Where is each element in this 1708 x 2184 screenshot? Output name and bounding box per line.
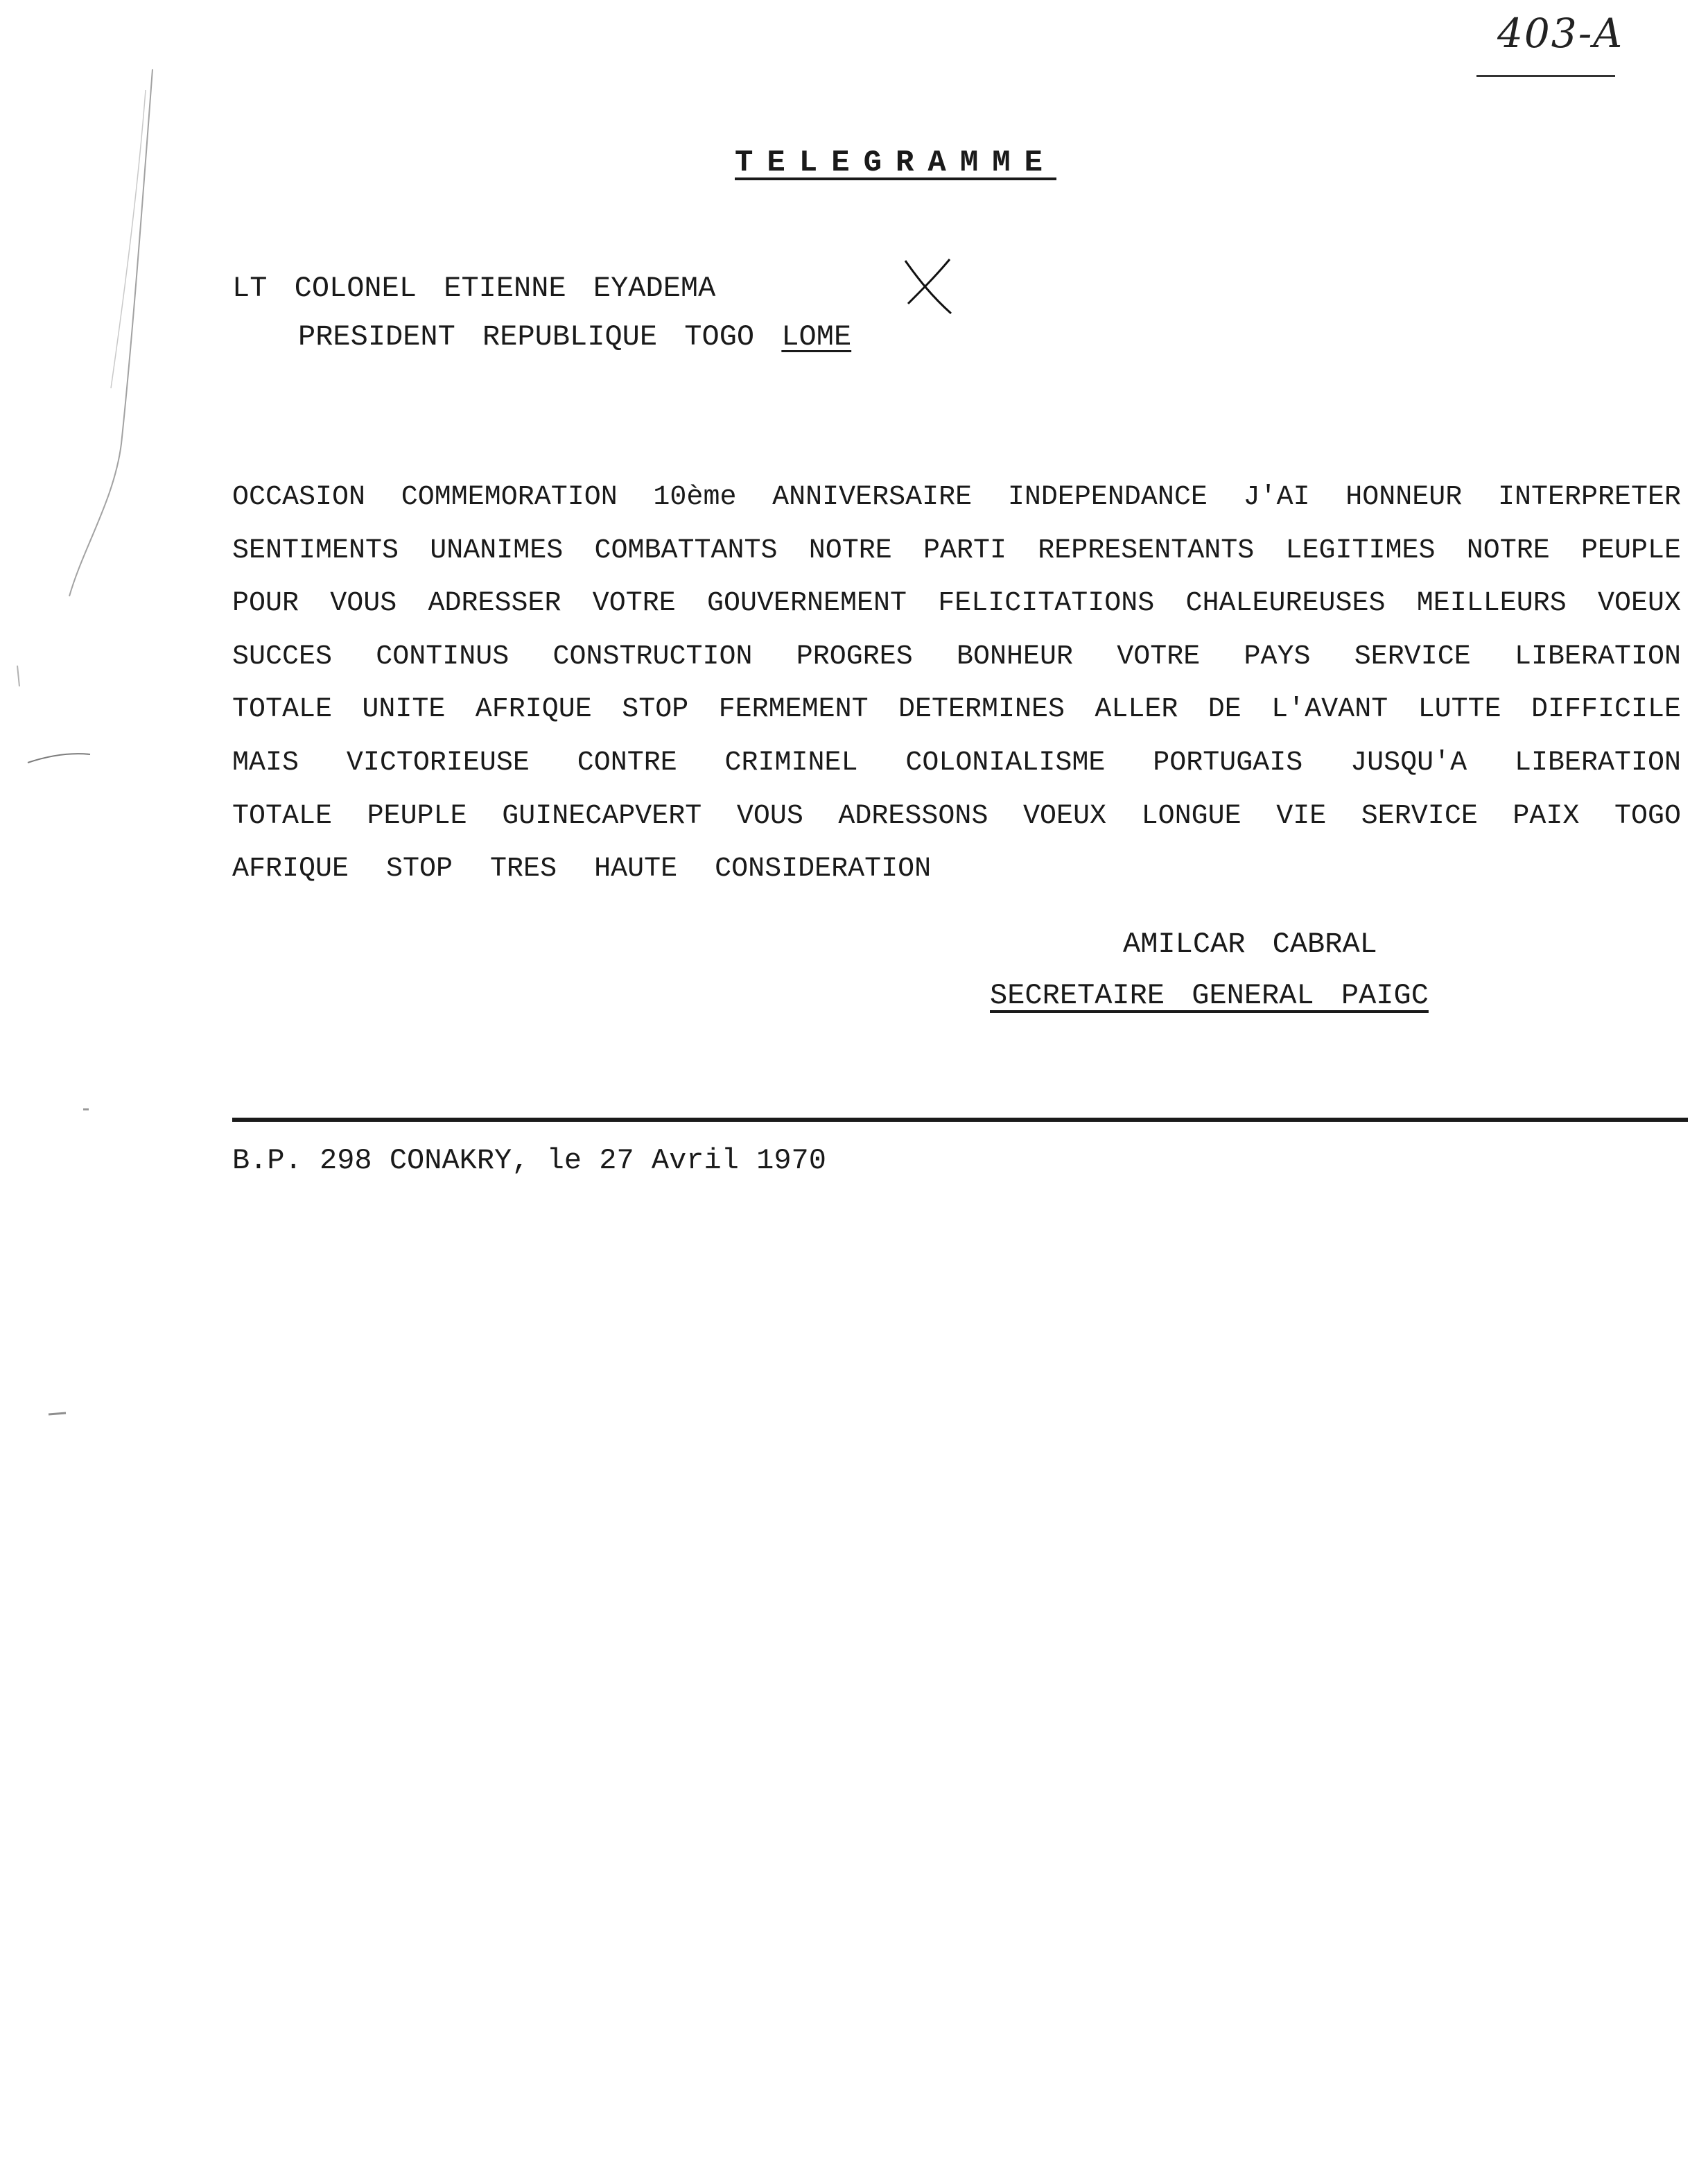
horizontal-rule <box>232 1118 1688 1122</box>
body-line: TOTALE UNITE AFRIQUE STOP FERMEMENT DETERMINES ALLER DE L'AVANT LUTTE DIFFICILE <box>232 694 1681 726</box>
reference-underline <box>1476 75 1615 77</box>
reference-number: 403-A <box>1497 10 1624 57</box>
body-line: POUR VOUS ADRESSER VOTRE GOUVERNEMENT FELICITATIONS CHALEUREUSES MEILLEURS VOEUX <box>232 588 1681 620</box>
addressee-line-1: LT COLONEL ETIENNE EYADEMA <box>232 272 716 305</box>
body-line: MAIS VICTORIEUSE CONTRE CRIMINEL COLONIALISME PORTUGAIS JUSQU'A LIBERATION <box>232 747 1681 779</box>
addressee-city: LOME <box>781 320 852 354</box>
footer-address-date: B.P. 298 CONAKRY, le 27 Avril 1970 <box>232 1144 826 1177</box>
scan-margin-marks <box>0 0 180 1525</box>
document-title: TELEGRAMME <box>735 146 1057 180</box>
body-line: AFRIQUE STOP TRES HAUTE CONSIDERATION <box>232 853 932 885</box>
telegram-body <box>232 471 1681 896</box>
addressee-position: PRESIDENT REPUBLIQUE TOGO <box>298 320 755 354</box>
addressee-line-2 <box>298 320 851 354</box>
body-line: OCCASION COMMEMORATION 10ème ANNIVERSAIRE INDEPENDANCE J'AI HONNEUR INTERPRETER <box>232 482 1681 513</box>
handwritten-x-mark <box>901 255 957 318</box>
signer-title: SECRETAIRE GENERAL PAIGC <box>990 979 1429 1012</box>
body-line: SUCCES CONTINUS CONSTRUCTION PROGRES BONHEUR VOTRE PAYS SERVICE LIBERATION <box>232 641 1681 673</box>
body-line: TOTALE PEUPLE GUINECAPVERT VOUS ADRESSONS VOEUX LONGUE VIE SERVICE PAIX TOGO <box>232 800 1681 832</box>
signer-name: AMILCAR CABRAL <box>1123 928 1377 961</box>
body-line: SENTIMENTS UNANIMES COMBATTANTS NOTRE PARTI REPRESENTANTS LEGITIMES NOTRE PEUPLE <box>232 535 1681 566</box>
